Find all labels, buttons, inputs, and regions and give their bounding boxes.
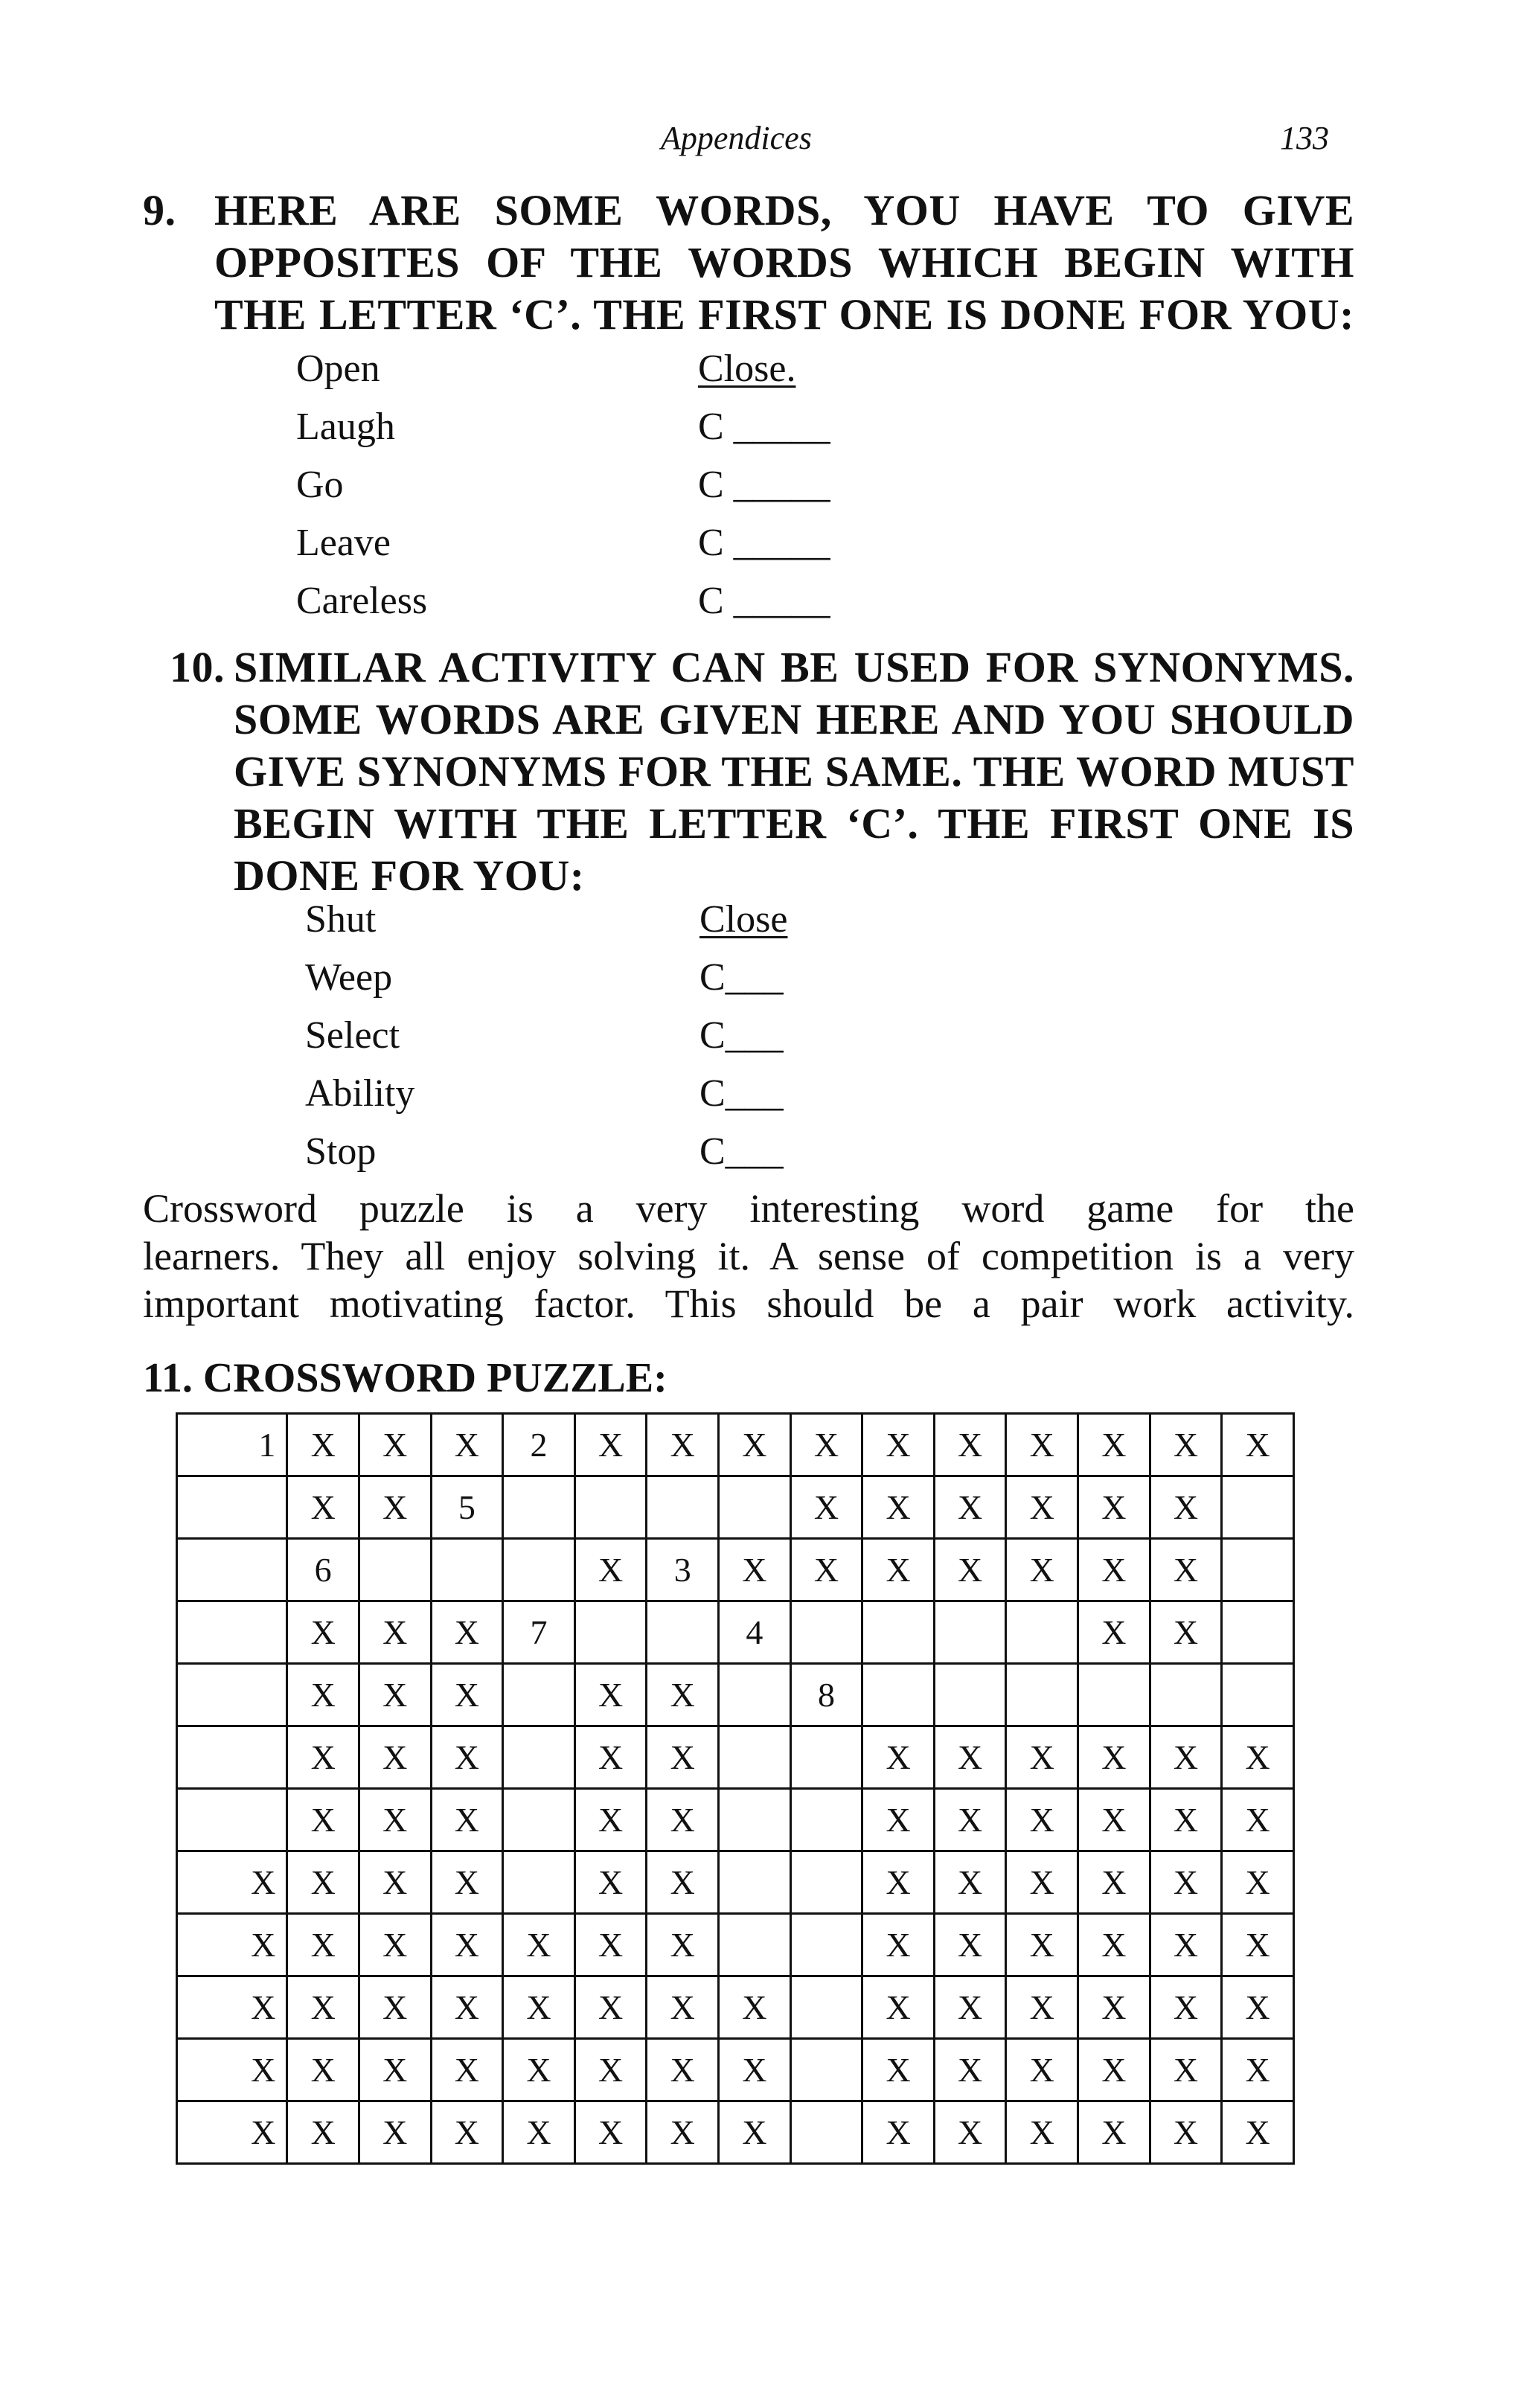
crossword-blank-cell [1006, 1664, 1078, 1726]
answer-blank: C _____ [698, 464, 830, 506]
crossword-row [177, 1726, 1294, 1789]
question-9-heading [143, 185, 1354, 345]
crossword-blank-cell [359, 1539, 431, 1601]
crossword-blocked-cell: X [287, 1726, 359, 1789]
crossword-blank-cell [177, 1476, 287, 1539]
crossword-blank-cell [431, 1539, 503, 1601]
crossword-numbered-cell: 6 [287, 1539, 359, 1601]
crossword-blocked-cell: X [1150, 1789, 1222, 1851]
crossword-blocked-cell: X [1078, 1476, 1150, 1539]
crossword-blocked-cell: X [287, 1789, 359, 1851]
crossword-blocked-cell: X [934, 1976, 1006, 2039]
crossword-blocked-cell: X [1078, 1976, 1150, 2039]
answer-blank: C___ [699, 1130, 784, 1173]
crossword-blank-cell [503, 1726, 575, 1789]
question-9-line: OPPOSITES OF THE WORDS WHICH BEGIN WITH [214, 238, 1354, 286]
crossword-blocked-cell: X [287, 1664, 359, 1726]
crossword-blank-cell [1222, 1539, 1294, 1601]
prompt-word: Stop [305, 1130, 377, 1173]
crossword-blocked-cell: X [1222, 1851, 1294, 1914]
crossword-blank-cell [1222, 1476, 1294, 1539]
crossword-blank-cell [862, 1664, 935, 1726]
question-9-number: 9. [143, 186, 176, 234]
crossword-blocked-cell: X [574, 2101, 647, 2164]
crossword-blocked-cell: X [503, 1914, 575, 1976]
crossword-blocked-cell: X [359, 1601, 431, 1664]
crossword-blocked-cell: X [1006, 2101, 1078, 2164]
prompt-word: Careless [296, 580, 428, 622]
crossword-blank-cell [574, 1476, 647, 1539]
crossword-blocked-cell: X [934, 2101, 1006, 2164]
crossword-blank-cell [1006, 1601, 1078, 1664]
crossword-numbered-cell: 8 [790, 1664, 862, 1726]
crossword-numbered-cell: 2 [503, 1414, 575, 1476]
crossword-blocked-cell: X [790, 1414, 862, 1476]
crossword-blocked-cell: X [1150, 2039, 1222, 2101]
crossword-blocked-cell: X [1006, 2039, 1078, 2101]
crossword-blank-cell [1150, 1664, 1222, 1726]
crossword-blocked-cell: X [790, 1476, 862, 1539]
crossword-blocked-cell: X [177, 1914, 287, 1976]
prompt-word: Weep [305, 956, 393, 999]
crossword-blank-cell [177, 1789, 287, 1851]
crossword-blank-cell [719, 1664, 791, 1726]
crossword-blocked-cell: X [1150, 1601, 1222, 1664]
crossword-blocked-cell: X [431, 1914, 503, 1976]
crossword-blank-cell [1078, 1664, 1150, 1726]
crossword-blocked-cell: X [719, 1414, 791, 1476]
crossword-blocked-cell: X [1150, 1414, 1222, 1476]
crossword-row [177, 1789, 1294, 1851]
crossword-blank-cell [719, 1726, 791, 1789]
crossword-blocked-cell: X [431, 1414, 503, 1476]
crossword-blocked-cell: X [934, 1789, 1006, 1851]
crossword-blank-cell [503, 1539, 575, 1601]
crossword-blocked-cell: X [574, 1414, 647, 1476]
crossword-grid [176, 1412, 1295, 2165]
crossword-blocked-cell: X [287, 1976, 359, 2039]
crossword-blocked-cell: X [862, 1976, 935, 2039]
crossword-blocked-cell: X [1006, 1726, 1078, 1789]
crossword-blocked-cell: X [431, 2101, 503, 2164]
crossword-blocked-cell: X [719, 1539, 791, 1601]
crossword-blocked-cell: X [1078, 1539, 1150, 1601]
crossword-row [177, 2101, 1294, 2164]
crossword-blocked-cell: X [1150, 1851, 1222, 1914]
list-item [296, 347, 966, 405]
crossword-blocked-cell: X [647, 1414, 719, 1476]
question-9-line: HERE ARE SOME WORDS, YOU HAVE TO GIVE [214, 186, 1354, 234]
answer-blank: C _____ [698, 522, 830, 564]
crossword-row [177, 1476, 1294, 1539]
crossword-blocked-cell: X [287, 1851, 359, 1914]
running-header [0, 119, 1524, 164]
crossword-blocked-cell: X [1150, 2101, 1222, 2164]
crossword-blocked-cell: X [574, 1914, 647, 1976]
crossword-blank-cell [790, 2039, 862, 2101]
running-title: Appendices [661, 120, 812, 156]
crossword-blank-cell [790, 1851, 862, 1914]
prompt-word: Open [296, 348, 380, 390]
crossword-row [177, 1414, 1294, 1476]
crossword-blank-cell [1222, 1601, 1294, 1664]
crossword-blocked-cell: X [934, 1414, 1006, 1476]
crossword-blocked-cell: X [431, 1976, 503, 2039]
crossword-blocked-cell: X [359, 2101, 431, 2164]
crossword-blocked-cell: X [647, 1851, 719, 1914]
question-10-line: DONE FOR YOU: [234, 851, 585, 900]
list-item [305, 955, 975, 1014]
crossword-blocked-cell: X [862, 2039, 935, 2101]
crossword-intro-paragraph [143, 1185, 1354, 1328]
crossword-blocked-cell: X [574, 2039, 647, 2101]
answer-text: Close [699, 898, 788, 941]
crossword-blocked-cell: X [1150, 1976, 1222, 2039]
crossword-blocked-cell: X [647, 2039, 719, 2101]
crossword-row [177, 1539, 1294, 1601]
crossword-blocked-cell: X [647, 1726, 719, 1789]
crossword-row [177, 1664, 1294, 1726]
paragraph-line: Crossword puzzle is a very interesting word game for the [143, 1186, 1354, 1231]
crossword-blank-cell [177, 1539, 287, 1601]
crossword-blocked-cell: X [1222, 1976, 1294, 2039]
question-10-text [234, 641, 1354, 902]
answer-text: Close. [698, 348, 796, 390]
crossword-blank-cell [790, 1976, 862, 2039]
crossword-blocked-cell: X [574, 1664, 647, 1726]
answer-blank: C _____ [698, 406, 830, 448]
crossword-blocked-cell: X [287, 2101, 359, 2164]
crossword-blocked-cell: X [359, 1976, 431, 2039]
crossword-blocked-cell: X [574, 1976, 647, 2039]
crossword-blocked-cell: X [934, 2039, 1006, 2101]
crossword-blocked-cell: X [1078, 1726, 1150, 1789]
crossword-blocked-cell: X [647, 1789, 719, 1851]
crossword-blocked-cell: X [790, 1539, 862, 1601]
crossword-blank-cell [503, 1664, 575, 1726]
crossword-blocked-cell: X [647, 1914, 719, 1976]
crossword-blocked-cell: X [1222, 2101, 1294, 2164]
crossword-blocked-cell: X [177, 1976, 287, 2039]
page-number: 133 [1280, 120, 1329, 156]
crossword-blocked-cell: X [1006, 1851, 1078, 1914]
crossword-blocked-cell: X [719, 2101, 791, 2164]
crossword-blocked-cell: X [1150, 1539, 1222, 1601]
crossword-blocked-cell: X [719, 1976, 791, 2039]
crossword-blocked-cell: X [359, 1414, 431, 1476]
list-item [296, 521, 966, 579]
crossword-blocked-cell: X [1078, 1414, 1150, 1476]
crossword-blank-cell [719, 1851, 791, 1914]
crossword-blank-cell [934, 1664, 1006, 1726]
crossword-blocked-cell: X [934, 1851, 1006, 1914]
crossword-blocked-cell: X [177, 2039, 287, 2101]
crossword-blank-cell [503, 1476, 575, 1539]
crossword-blocked-cell: X [1222, 2039, 1294, 2101]
crossword-blocked-cell: X [359, 1914, 431, 1976]
crossword-blocked-cell: X [177, 2101, 287, 2164]
crossword-blank-cell [719, 1914, 791, 1976]
crossword-blocked-cell: X [1006, 1539, 1078, 1601]
list-item [305, 1130, 975, 1188]
crossword-blocked-cell: X [1222, 1914, 1294, 1976]
crossword-blocked-cell: X [1222, 1789, 1294, 1851]
crossword-blocked-cell: X [1006, 1414, 1078, 1476]
prompt-word: Ability [305, 1072, 415, 1115]
crossword-blocked-cell: X [287, 1476, 359, 1539]
crossword-blocked-cell: X [574, 1726, 647, 1789]
crossword-blocked-cell: X [862, 1539, 935, 1601]
crossword-blocked-cell: X [503, 2101, 575, 2164]
crossword-row [177, 1976, 1294, 2039]
crossword-numbered-cell: 5 [431, 1476, 503, 1539]
crossword-blocked-cell: X [574, 1789, 647, 1851]
crossword-numbered-cell: 4 [719, 1601, 791, 1664]
crossword-blank-cell [177, 1664, 287, 1726]
crossword-blocked-cell: X [1078, 1914, 1150, 1976]
question-10-line: GIVE SYNONYMS FOR THE SAME. THE WORD MUST [234, 747, 1354, 795]
crossword-blocked-cell: X [287, 1601, 359, 1664]
crossword-blank-cell [177, 1601, 287, 1664]
prompt-word: Leave [296, 522, 391, 564]
crossword-blank-cell [790, 1789, 862, 1851]
crossword-row [177, 1851, 1294, 1914]
list-item [296, 405, 966, 463]
crossword-blocked-cell: X [1006, 1976, 1078, 2039]
crossword-blocked-cell: X [431, 2039, 503, 2101]
crossword-blank-cell [647, 1476, 719, 1539]
crossword-blocked-cell: X [1222, 1414, 1294, 1476]
answer-blank: C___ [699, 1014, 784, 1057]
crossword-blocked-cell: X [1078, 1789, 1150, 1851]
question-10-heading [170, 641, 1354, 902]
crossword-blocked-cell: X [1078, 1601, 1150, 1664]
question-9-line: THE LETTER ‘C’. THE FIRST ONE IS DONE FOR YOU: [214, 290, 1354, 339]
crossword-blank-cell [503, 1851, 575, 1914]
crossword-numbered-cell: 3 [647, 1539, 719, 1601]
crossword-blank-cell [503, 1789, 575, 1851]
crossword-blocked-cell: X [1150, 1476, 1222, 1539]
crossword-blocked-cell: X [1150, 1726, 1222, 1789]
crossword-blank-cell [790, 1601, 862, 1664]
prompt-word: Shut [305, 898, 377, 941]
crossword-blocked-cell: X [1006, 1789, 1078, 1851]
crossword-numbered-cell: 1 [177, 1414, 287, 1476]
prompt-word: Select [305, 1014, 400, 1057]
crossword-blocked-cell: X [574, 1851, 647, 1914]
list-item [305, 897, 975, 955]
crossword-blocked-cell: X [431, 1789, 503, 1851]
crossword-blocked-cell: X [862, 2101, 935, 2164]
crossword-blocked-cell: X [1078, 2039, 1150, 2101]
crossword-blank-cell [719, 1789, 791, 1851]
prompt-word: Go [296, 464, 344, 506]
paragraph-line: learners. They all enjoy solving it. A sense of competition is a very [143, 1234, 1354, 1278]
crossword-blocked-cell: X [503, 1976, 575, 2039]
crossword-blocked-cell: X [177, 1851, 287, 1914]
list-item [305, 1014, 975, 1072]
crossword-blank-cell [934, 1601, 1006, 1664]
crossword-blocked-cell: X [287, 2039, 359, 2101]
crossword-row [177, 1601, 1294, 1664]
crossword-blocked-cell: X [862, 1851, 935, 1914]
crossword-blocked-cell: X [647, 2101, 719, 2164]
crossword-blank-cell [862, 1601, 935, 1664]
crossword-blocked-cell: X [1222, 1726, 1294, 1789]
crossword-blocked-cell: X [1006, 1914, 1078, 1976]
crossword-blank-cell [719, 1476, 791, 1539]
crossword-blocked-cell: X [1006, 1476, 1078, 1539]
crossword-title: 11. CROSSWORD PUZZLE: [143, 1355, 667, 1401]
crossword-row [177, 2039, 1294, 2101]
answer-blank: C___ [699, 956, 784, 999]
paragraph-line: important motivating factor. This should be a pair work activity. [143, 1281, 1354, 1326]
crossword-blocked-cell: X [934, 1539, 1006, 1601]
crossword-blank-cell [790, 2101, 862, 2164]
answer-blank: C___ [699, 1072, 784, 1115]
crossword-blank-cell [177, 1726, 287, 1789]
list-item [305, 1072, 975, 1130]
list-item [296, 579, 966, 637]
crossword-blocked-cell: X [359, 1789, 431, 1851]
synonyms-list [305, 897, 975, 1188]
opposites-list [296, 347, 966, 637]
crossword-blocked-cell: X [431, 1851, 503, 1914]
question-10-line: BEGIN WITH THE LETTER ‘C’. THE FIRST ONE IS [234, 799, 1354, 848]
crossword-blocked-cell: X [1078, 2101, 1150, 2164]
crossword-blocked-cell: X [359, 1726, 431, 1789]
crossword-blocked-cell: X [647, 1976, 719, 2039]
crossword-blocked-cell: X [1150, 1914, 1222, 1976]
question-10-number: 10. [170, 643, 225, 691]
crossword-numbered-cell: 7 [503, 1601, 575, 1664]
crossword-blocked-cell: X [359, 1476, 431, 1539]
crossword-blocked-cell: X [431, 1726, 503, 1789]
crossword-blocked-cell: X [862, 1414, 935, 1476]
question-10-line: SOME WORDS ARE GIVEN HERE AND YOU SHOULD [234, 695, 1354, 743]
crossword-blocked-cell: X [503, 2039, 575, 2101]
prompt-word: Laugh [296, 406, 395, 448]
crossword-blocked-cell: X [574, 1539, 647, 1601]
crossword-row [177, 1914, 1294, 1976]
crossword-blank-cell [574, 1601, 647, 1664]
crossword-blocked-cell: X [934, 1726, 1006, 1789]
crossword-blocked-cell: X [1078, 1851, 1150, 1914]
crossword-blocked-cell: X [359, 1851, 431, 1914]
crossword-blocked-cell: X [934, 1476, 1006, 1539]
crossword-blank-cell [1222, 1664, 1294, 1726]
crossword-blocked-cell: X [862, 1789, 935, 1851]
crossword-blocked-cell: X [287, 1914, 359, 1976]
crossword-blocked-cell: X [431, 1601, 503, 1664]
question-10-line: SIMILAR ACTIVITY CAN BE USED FOR SYNONYMS. [234, 643, 1354, 691]
crossword-blocked-cell: X [719, 2039, 791, 2101]
list-item [296, 463, 966, 521]
crossword-blocked-cell: X [287, 1414, 359, 1476]
crossword-blocked-cell: X [862, 1914, 935, 1976]
answer-blank: C _____ [698, 580, 830, 622]
crossword-blank-cell [647, 1601, 719, 1664]
crossword-blocked-cell: X [862, 1726, 935, 1789]
crossword-blank-cell [790, 1726, 862, 1789]
crossword-blocked-cell: X [431, 1664, 503, 1726]
crossword-blocked-cell: X [934, 1914, 1006, 1976]
crossword-blocked-cell: X [359, 1664, 431, 1726]
crossword-blocked-cell: X [862, 1476, 935, 1539]
crossword-blocked-cell: X [359, 2039, 431, 2101]
question-9-text [214, 185, 1354, 341]
crossword-blank-cell [790, 1914, 862, 1976]
crossword-blocked-cell: X [647, 1664, 719, 1726]
